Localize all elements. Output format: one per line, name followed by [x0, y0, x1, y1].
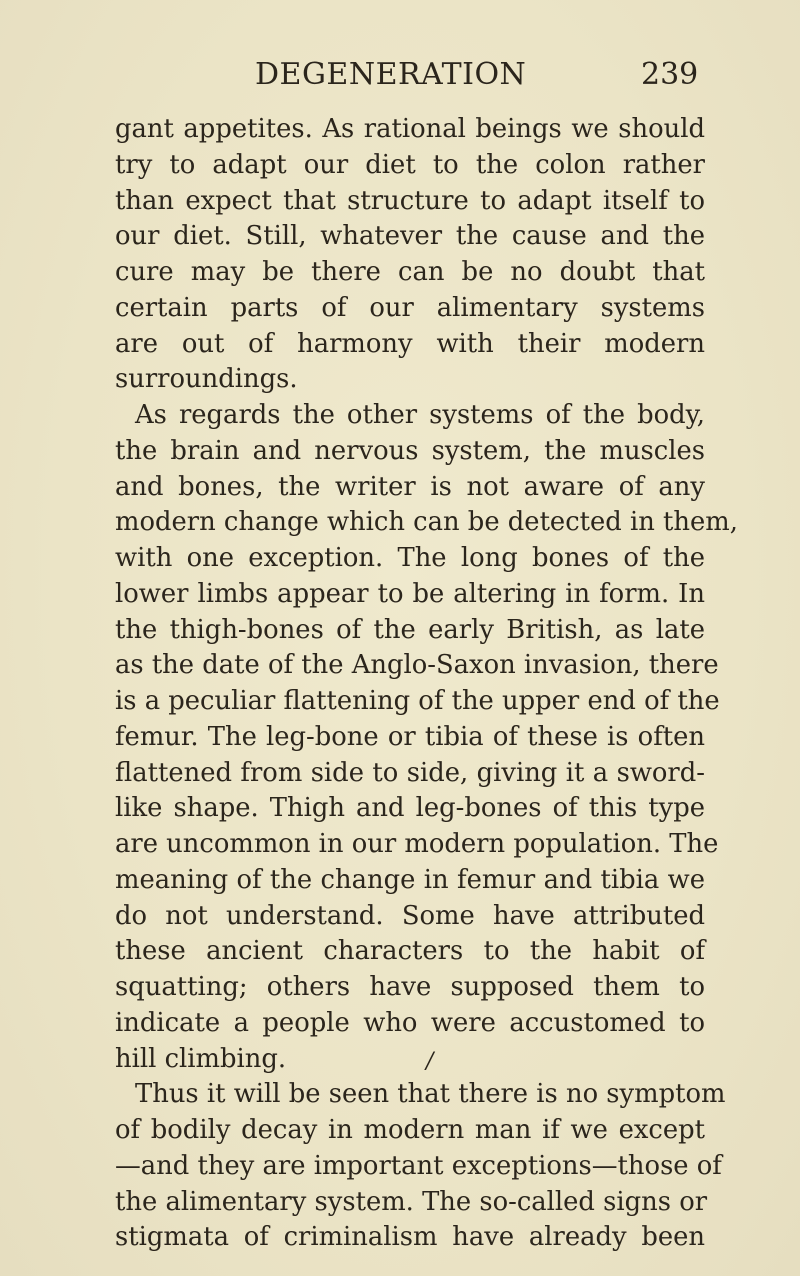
text-line: meaning of the change in femur and tibia we — [115, 864, 705, 895]
text-line: than expect that structure to adapt itself to — [115, 185, 705, 216]
text-line: are uncommon in our modern population. The — [115, 829, 719, 859]
text-line: Thus it will be seen that there is no symptom — [135, 1079, 726, 1110]
text-line: femur. The leg-bone or tibia of these is often — [115, 721, 705, 752]
text-line: flattened from side to side, giving it a sword- — [115, 757, 705, 788]
text-line: and bones, the writer is not aware of any — [115, 471, 705, 502]
page-header — [0, 55, 800, 97]
text-line: modern change which can be detected in them, — [115, 507, 738, 538]
text-line: cure may be there can be no doubt that — [115, 257, 705, 287]
text-line: are out of harmony with their modern — [115, 328, 705, 359]
text-line: As regards the other systems of the body, — [135, 400, 705, 430]
text-line: our diet. Still, whatever the cause and the — [115, 221, 705, 252]
text-line: stigmata of criminalism have already been — [115, 1222, 705, 1253]
text-line: certain parts of our alimentary systems — [115, 292, 705, 323]
text-line: as the date of the Anglo-Saxon invasion, there — [115, 650, 719, 681]
text-line: —and they are important exceptions—those of — [115, 1150, 722, 1181]
page-number: 239 — [641, 57, 699, 92]
text-line: indicate a people who were accustomed to — [115, 1007, 705, 1038]
text-line: is a peculiar flattening of the upper end of the — [115, 686, 720, 716]
text-line: lower limbs appear to be altering in form. In — [115, 578, 705, 609]
text-line: do not understand. Some have attributed — [115, 900, 705, 931]
text-line: of bodily decay in modern man if we except — [115, 1115, 705, 1145]
text-line: the thigh-bones of the early British, as late — [115, 614, 705, 645]
text-line: these ancient characters to the habit of — [115, 936, 705, 967]
text-line: like shape. Thigh and leg-bones of this type — [115, 793, 705, 824]
text-line: squatting; others have supposed them to — [115, 972, 705, 1002]
text-line: surroundings. — [115, 364, 298, 395]
signature-mark: / — [426, 1049, 434, 1074]
text-line: try to adapt our diet to the colon rather — [115, 149, 705, 180]
text-line: the alimentary system. The so-called signs or — [115, 1186, 708, 1217]
text-line: with one exception. The long bones of the — [115, 543, 705, 573]
text-line: the brain and nervous system, the muscles — [115, 435, 705, 466]
body-text — [115, 112, 738, 1256]
text-line: gant appetites. As rational beings we should — [115, 114, 705, 144]
text-line: hill climbing. — [115, 1043, 287, 1074]
running-title: DEGENERATION — [255, 57, 527, 92]
